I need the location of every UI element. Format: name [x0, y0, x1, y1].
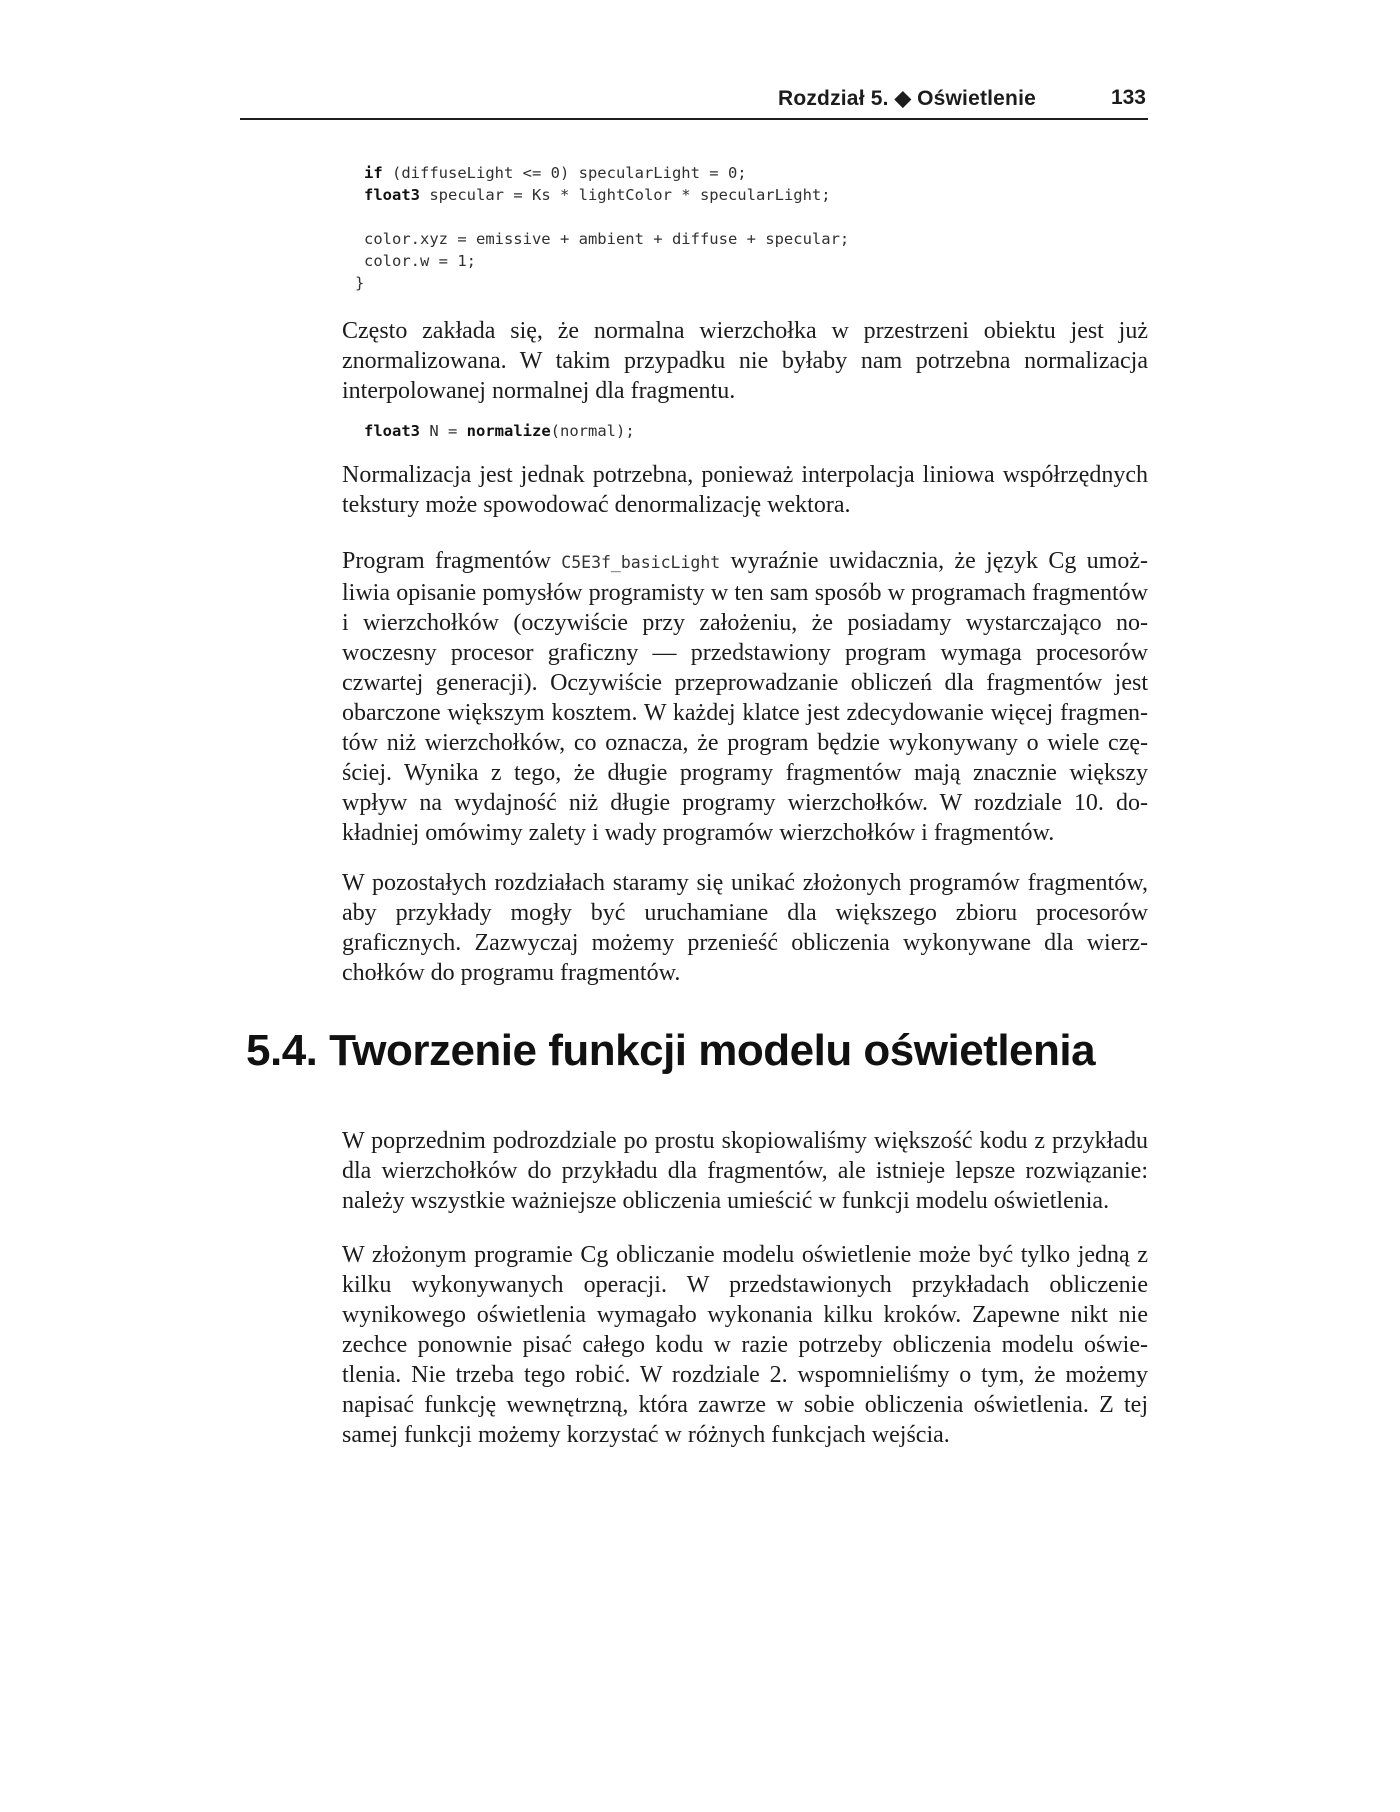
- code-line-1: [364, 164, 747, 182]
- code-block-lighting: [355, 162, 850, 294]
- code-text: N =: [420, 422, 467, 440]
- code-text: (normal);: [550, 422, 635, 440]
- section-heading: 5.4. Tworzenie funkcji modelu oświetlenia: [246, 1026, 1096, 1075]
- code-line-3: color.xyz = emissive + ambient + diffuse + specular;: [364, 230, 850, 248]
- code-line-2: [364, 186, 831, 204]
- code-text: (diffuseLight <= 0) specularLight = 0;: [382, 164, 747, 182]
- inline-code-program-name: C5E3f_basicLight: [561, 553, 721, 572]
- code-line-4: color.w = 1;: [364, 252, 476, 270]
- code-block-normalize: [364, 420, 635, 442]
- code-keyword: float3: [364, 186, 420, 204]
- paragraph-fragment-program: [342, 546, 1148, 848]
- code-keyword: normalize: [466, 422, 551, 440]
- code-text: specular = Ks * lightColor * specularLight;: [420, 186, 831, 204]
- code-keyword: float3: [364, 422, 420, 440]
- running-head-chapter: Rozdział 5. ◆ Oświetlenie: [777, 87, 1036, 110]
- paragraph-text: Program fragmentów: [342, 548, 562, 574]
- paragraph-text: wyraźnie uwidacznia, że język Cg umożliwia opisanie pomysłów programisty w ten sam sposób w programach fragmentów i wierzchołków (oczywiście przy założeniu, że posiadamy wystarczająco nowoczesny procesor graficzny — przedstawiony program wymaga procesorów czwartej generacji). Oczywiście przeprowadzanie obliczeń dla fragmentów jest obarczone większym kosztem. W każdej klatce jest zdecydowanie więcej fragmentów niż wierzchołków, co oznacza, że program będzie wykonywany o wiele częściej. Wynika z tego, że długie programy fragmentów mają znacznie większy wpływ na wydajność niż długie programy wierzchołków. W rozdziale 10. dokładniej omówimy zalety i wady programów wierzchołków i fragmentów.: [342, 548, 1148, 846]
- paragraph-normal-assumption: Często zakłada się, że normalna wierzchołka w przestrzeni obiektu jest już znormalizowana. W takim przypadku nie byłaby nam potrzebna normalizacja interpolowanej normalnej dla fragmentu.: [342, 318, 1148, 404]
- paragraph-other-chapters: W pozostałych rozdziałach staramy się unikać złożonych programów fragmentów, aby przykłady mogły być uruchamiane dla większego zbioru procesorów graficznych. Zazwyczaj możemy przenieść obliczenia wykonywane dla wierzchołków do programu fragmentów.: [342, 870, 1148, 986]
- paragraph-previous-section: W poprzednim podrozdziale po prostu skopiowaliśmy większość kodu z przykładu dla wierzchołków do przykładu dla fragmentów, ale istnieje lepsze rozwiązanie: należy wszystkie ważniejsze obliczenia umieścić w funkcji modelu oświetlenia.: [342, 1128, 1148, 1214]
- code-closing-brace: }: [355, 274, 365, 292]
- page-header: [240, 82, 1148, 120]
- code-keyword: if: [364, 164, 383, 182]
- paragraph-normalization: Normalizacja jest jednak potrzebna, ponieważ interpolacja liniowa współrzędnych tekstury może spowodować denormalizację wektora.: [342, 462, 1148, 518]
- paragraph-lighting-function: W złożonym programie Cg obliczanie modelu oświetlenie może być tylko jedną z kilku wykonywanych operacji. W przedstawionych przykładach obliczenie wynikowego oświetlenia wymagało wykonania kilku kroków. Zapewne nikt nie zechce ponownie pisać całego kodu w razie potrzeby obliczenia modelu oświetlenia. Nie trzeba tego robić. W rozdziale 2. wspomnieliśmy o tym, że możemy napisać funkcję wewnętrzną, która zawrze w sobie obliczenia oświetlenia. Z tej samej funkcji możemy korzystać w różnych funkcjach wejścia.: [342, 1242, 1148, 1448]
- page-number: 133: [1110, 86, 1146, 109]
